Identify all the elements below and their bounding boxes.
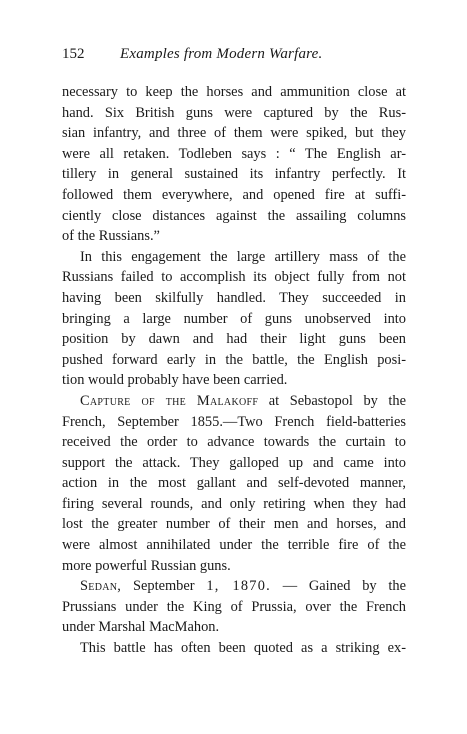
text-line: followed them everywhere, and opened fire at suffi-	[62, 186, 406, 203]
text-line: of the Russians.”	[62, 228, 160, 245]
text-line	[62, 391, 406, 412]
text-line: were all retaken. Todleben says : “ The English ar-	[62, 145, 406, 162]
text-line: lost the greater number of their men and horses, and	[62, 516, 406, 533]
text-line: ciently close distances against the assailing columns	[62, 207, 406, 224]
text-line: tillery in general sustained its infantry perfectly. It	[62, 166, 406, 183]
text-line: In this engagement the large artillery mass of the	[80, 248, 406, 265]
text-line: having been skilfully handled. They succeeded in	[62, 289, 406, 306]
text-line: bringing a large number of guns unobserved into	[62, 310, 406, 327]
text-line: Prussians under the King of Prussia, over the French	[62, 598, 406, 615]
text-fragment: September	[121, 578, 207, 595]
text-line: position by dawn and had their light guns been	[62, 331, 406, 348]
text-line: French, September 1855.—Two French field-batteries	[62, 413, 406, 430]
text-line: under Marshal MacMahon.	[62, 619, 220, 636]
page-number: 152	[62, 46, 85, 62]
text-line: received the order to advance towards the curtain to	[62, 434, 406, 451]
text-line: necessary to keep the horses and ammunition close at	[62, 84, 406, 100]
section-heading-malakoff: Capture of the Malakoff	[80, 392, 259, 409]
text-line: support the attack. They galloped up and came into	[62, 454, 406, 471]
text-line: firing several rounds, and only retiring when they had	[62, 495, 406, 512]
text-line: more powerful Russian guns.	[62, 557, 231, 574]
body-text	[62, 82, 406, 659]
date-text: 1, 1870.	[206, 578, 271, 595]
text-line: tion would probably have been carried.	[62, 372, 288, 389]
running-head	[62, 44, 412, 64]
text-line	[62, 576, 406, 597]
text-line: hand. Six British guns were captured by the Rus-	[62, 104, 406, 121]
running-title: Examples from Modern Warfare.	[120, 46, 323, 62]
text-line: action in the most gallant and self-devoted manner,	[62, 475, 406, 492]
text-line: This battle has often been quoted as a striking ex-	[80, 640, 406, 657]
text-line: Russians failed to accomplish its object fully from not	[62, 269, 406, 286]
text-line: were almost annihilated under the terrible fire of the	[62, 537, 406, 554]
section-heading-sedan: Sedan,	[80, 578, 122, 595]
text-fragment: — Gained by the	[270, 578, 407, 595]
text-line: pushed forward early in the battle, the English posi-	[62, 351, 406, 368]
text-fragment: at Sebastopol by the	[258, 392, 406, 409]
text-line: sian infantry, and three of them were spiked, but they	[62, 125, 406, 142]
